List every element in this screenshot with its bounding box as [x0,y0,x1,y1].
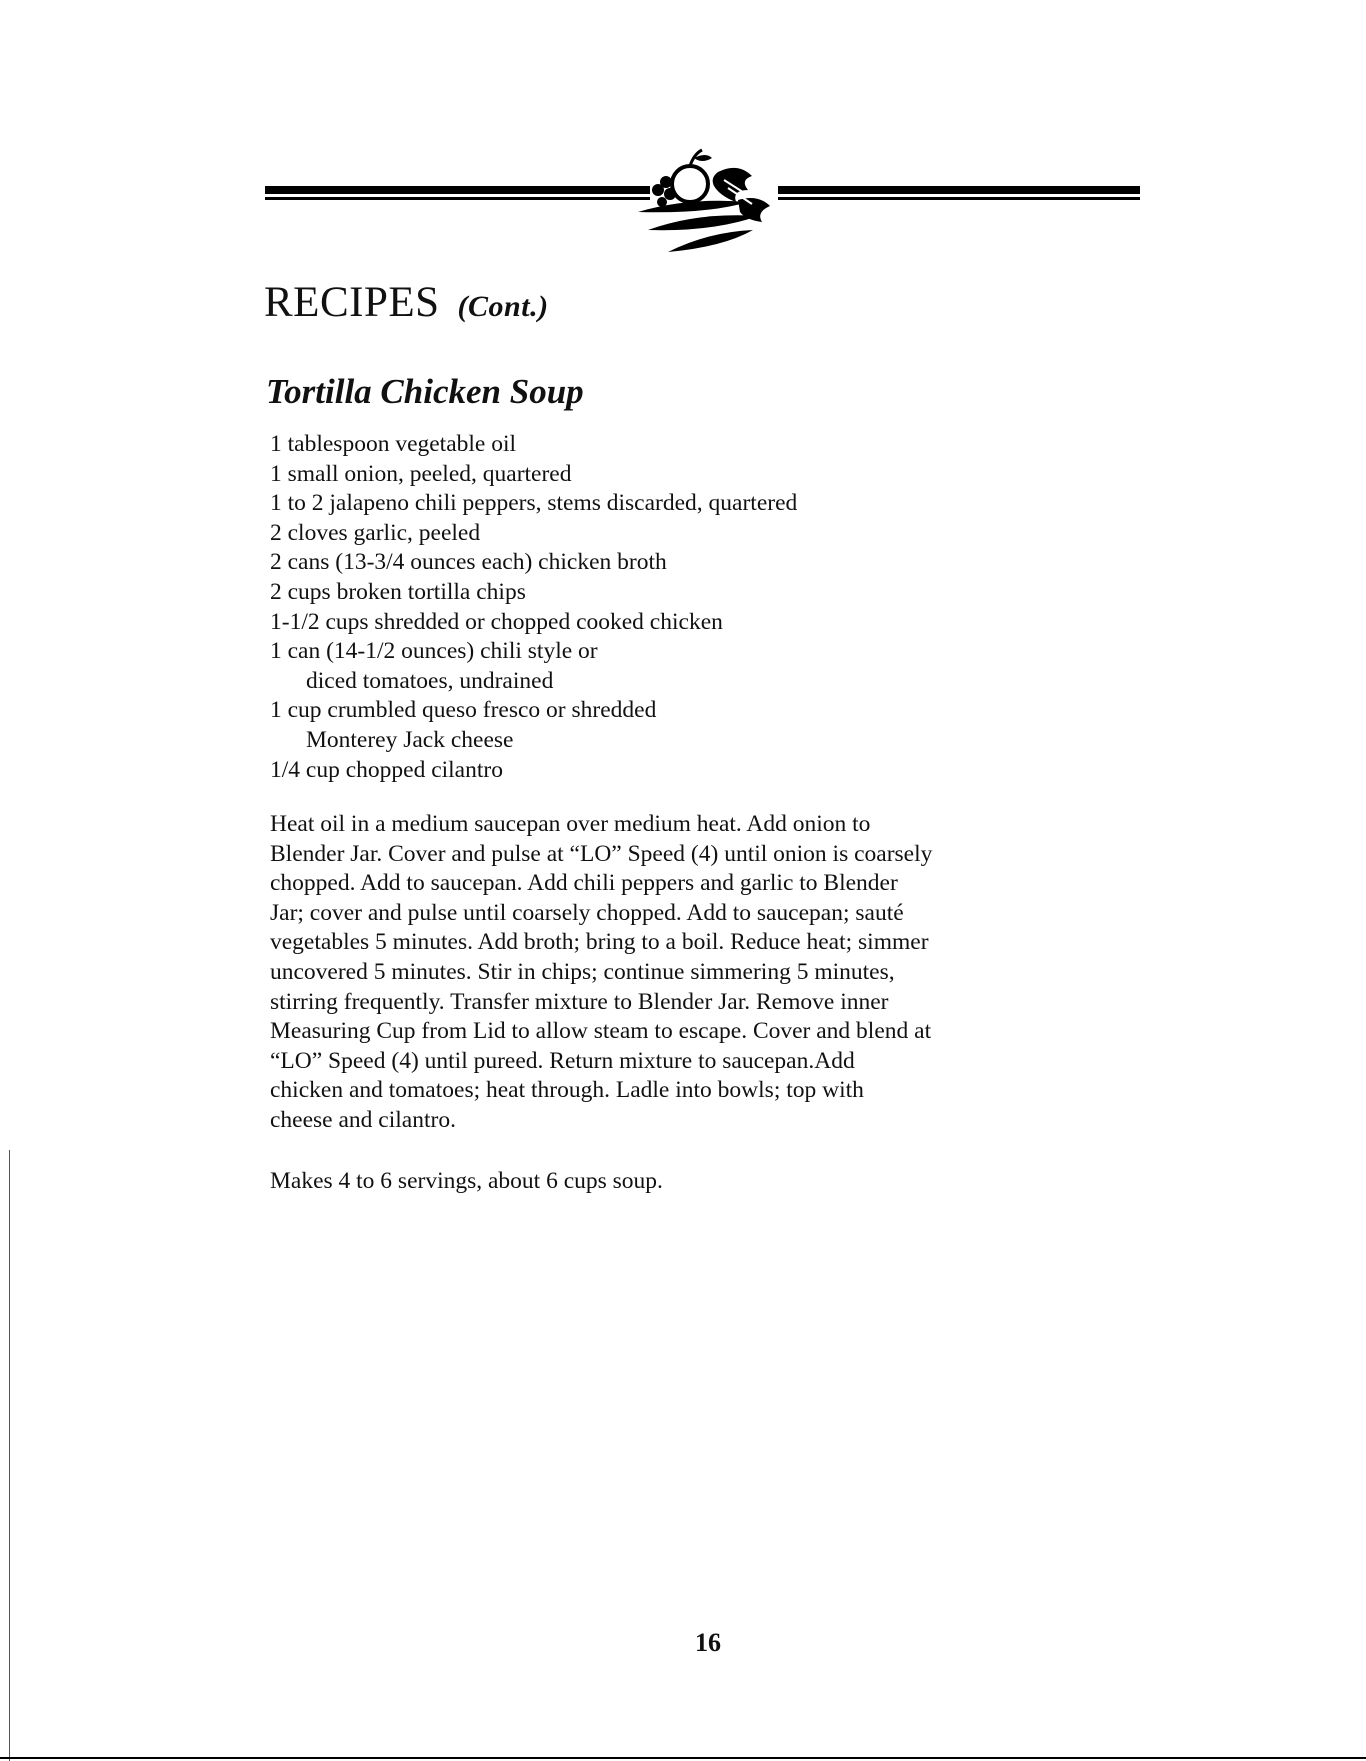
ingredient-item: 1 can (14-1/2 ounces) chili style or [270,638,598,665]
ingredient-item: 1 to 2 jalapeno chili peppers, stems discarded, quartered [270,490,798,517]
ingredient-item: 1 cup crumbled queso fresco or shredded [270,697,657,724]
recipe-directions [270,810,1080,1136]
ingredient-item: 1 small onion, peeled, quartered [270,460,572,487]
ingredient-item: 2 cloves garlic, peeled [270,519,481,546]
directions-line: “LO” Speed (4) until pureed. Return mixture to saucepan.Add [270,1047,855,1074]
section-title [264,278,549,327]
ingredient-list [270,430,797,785]
section-title-suffix: (Cont.) [457,290,549,323]
directions-line: stirring frequently. Transfer mixture to Blender Jar. Remove inner [270,988,889,1015]
directions-line: chicken and tomatoes; heat through. Ladle into bowls; top with [270,1077,864,1104]
ingredient-item-continuation: Monterey Jack cheese [306,726,514,753]
directions-line: vegetables 5 minutes. Add broth; bring to a boil. Reduce heat; simmer [270,929,929,956]
recipe-yield: Makes 4 to 6 servings, about 6 cups soup. [270,1168,663,1194]
directions-line: cheese and cilantro. [270,1106,456,1133]
ingredient-item: 1-1/2 cups shredded or chopped cooked chicken [270,608,723,635]
scan-edge-left [9,1150,10,1761]
header-rule-right [778,186,1140,200]
directions-line: Jar; cover and pulse until coarsely chopped. Add to saucepan; sauté [270,899,904,926]
scan-edge-bottom [0,1757,1366,1759]
directions-line: Heat oil in a medium saucepan over medium heat. Add onion to [270,811,871,837]
ingredient-item: 2 cups broken tortilla chips [270,578,526,605]
directions-line: chopped. Add to saucepan. Add chili peppers and garlic to Blender [270,870,898,897]
ingredient-item-continuation: diced tomatoes, undrained [306,667,554,694]
page-number: 16 [695,1628,721,1657]
ingredient-item: 1/4 cup chopped cilantro [270,756,503,783]
header-rule-left [265,186,650,200]
ingredient-item: 2 cans (13-3/4 ounces each) chicken broth [270,549,667,576]
directions-line: uncovered 5 minutes. Stir in chips; continue simmering 5 minutes, [270,958,895,985]
ingredient-item: 1 tablespoon vegetable oil [270,431,517,457]
directions-line: Measuring Cup from Lid to allow steam to escape. Cover and blend at [270,1018,932,1045]
directions-line: Blender Jar. Cover and pulse at “LO” Speed (4) until onion is coarsely [270,840,933,867]
vegetable-bouquet-icon [628,142,788,266]
recipe-title: Tortilla Chicken Soup [266,372,584,411]
section-title-text: RECIPES [264,279,440,326]
